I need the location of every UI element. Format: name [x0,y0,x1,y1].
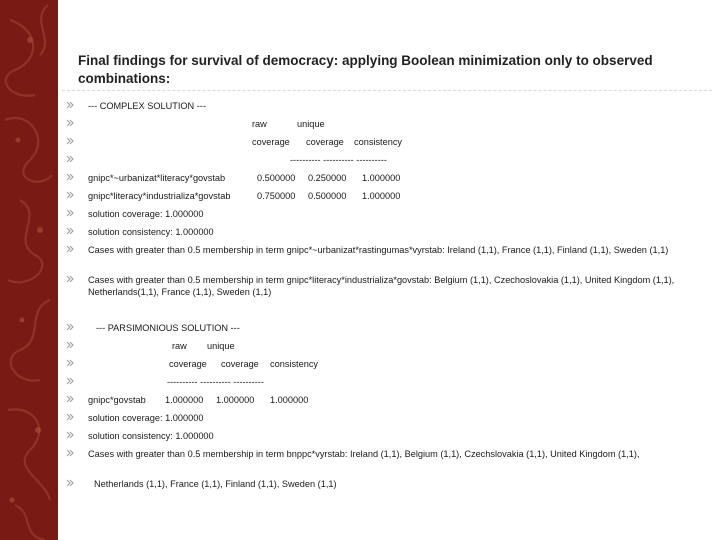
bullet-icon [66,245,74,253]
col-coverage-label: coverage [306,137,344,147]
col-coverage-label: coverage [252,137,290,147]
col-unique-label: unique [207,341,235,351]
raw-coverage-value: 0.750000 [257,191,296,201]
term-label: gnipc*literacy*industrializa*govstab [88,191,231,201]
bullet-icon [66,479,74,487]
bullet-icon [66,395,74,403]
unique-coverage-value: 1.000000 [216,395,255,405]
bullet-icon [66,155,74,163]
cases-membership-text: Cases with greater than 0.5 membership in term bnppc*vyrstab: Ireland (1,1), Belgium (1,1), Czechslovakia (1,1), United Kingdom (1,1), [88,449,640,459]
parsimonious-solution-header: --- PARSIMONIOUS SOLUTION --- [96,323,240,333]
unique-coverage-value: 0.500000 [308,191,347,201]
col-raw-label: raw [172,341,187,351]
consistency-value: 1.000000 [270,395,309,405]
bullet-icon [66,323,74,331]
complex-solution-header: --- COMPLEX SOLUTION --- [88,101,206,111]
bullet-icon [66,119,74,127]
consistency-value: 1.000000 [362,191,401,201]
bullet-icon [66,449,74,457]
bullet-icon [66,431,74,439]
col-unique-label: unique [297,119,325,129]
bullet-icon [66,191,74,199]
bullet-icon [66,377,74,385]
bullet-icon [66,275,74,283]
bullet-icon [66,413,74,421]
cases-membership-text: Cases with greater than 0.5 membership in term gnipc*~urbanizat*rastingumas*vyrstab: Ireland (1,1), France (1,1), Finland (1,1), Sweden (1,1) [88,245,669,255]
slide-title: Final findings for survival of democracy: applying Boolean minimization only to observed combinations: [78,53,653,86]
bullet-icon [66,137,74,145]
bullet-line [66,244,696,270]
title-divider [62,90,712,91]
bullet-icon [66,227,74,235]
bullet-icon [66,209,74,217]
bullet-line [66,448,696,474]
col-consistency-label: consistency [354,137,403,147]
raw-coverage-value: 1.000000 [165,395,204,405]
swirl-pattern [0,0,58,540]
term-label: gnipc*~urbanizat*literacy*govstab [88,173,226,183]
column-separator-dashes: ---------- ---------- ---------- [167,377,264,387]
cases-membership-text: Netherlands (1,1), France (1,1), Finland (1,1), Sweden (1,1) [94,479,337,489]
solution-consistency: solution consistency: 1.000000 [88,431,214,441]
col-consistency-label: consistency [270,359,319,369]
col-coverage-label: coverage [169,359,207,369]
col-coverage-label: coverage [221,359,259,369]
consistency-value: 1.000000 [362,173,401,183]
solution-coverage: solution coverage: 1.000000 [88,209,204,219]
bullet-icon [66,359,74,367]
bullet-icon [66,173,74,181]
bullet-icon [66,101,74,109]
cases-membership-text: Cases with greater than 0.5 membership in term gnipc*literacy*industrializa*govstab: Belgium (1,1), Czechoslovakia (1,1), United Kingdom (1,1), Netherlands(1,1), France (1,1), Sweden (1,1) [88,275,675,297]
raw-coverage-value: 0.500000 [257,173,296,183]
solution-coverage: solution coverage: 1.000000 [88,413,204,423]
unique-coverage-value: 0.250000 [308,173,347,183]
bullet-line [66,274,696,300]
col-raw-label: raw [252,119,267,129]
term-label: gnipc*govstab [88,395,146,405]
column-separator-dashes: ---------- ---------- ---------- [290,155,387,165]
decorative-sidebar [0,0,58,540]
bullet-icon [66,341,74,349]
solution-consistency: solution consistency: 1.000000 [88,227,214,237]
